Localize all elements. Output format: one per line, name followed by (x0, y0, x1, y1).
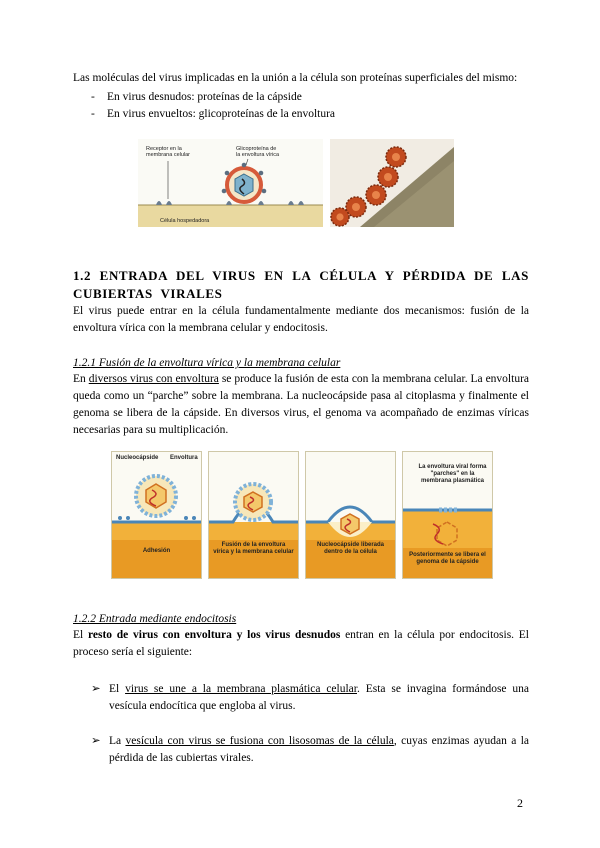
caption-fusion: Fusión de la envoltura vírica y la membrana celular (213, 542, 294, 555)
intro-paragraph: Las moléculas del virus implicadas en la unión a la célula son proteínas superficiales del mismo: (73, 72, 518, 84)
arrow-bullet-icon: ➢ (91, 683, 101, 695)
underlined-phrase: diversos virus con envoltura (88, 373, 219, 385)
panel-release (305, 451, 396, 579)
virus-attachment-figure (138, 139, 454, 227)
fusion-steps-figure (111, 451, 491, 577)
list-item: ➢ El virus se une a la membrana plasmática celular. Esta se invagina formándose una vesícula endocítica que engloba al virus. (91, 683, 529, 712)
attachment-diagram (138, 139, 323, 227)
endocytosis-paragraph: El resto de virus con envoltura y los virus desnudos entran en la célula por endocitosis. El proceso sería el siguiente: (73, 629, 529, 658)
list-item: ➢ La vesícula con virus se fusiona con lisosomas de la célula, cuyas enzimas ayudan a la pérdida de las cubiertas virales. (91, 735, 529, 764)
glycoprotein-label: Glicoproteína de (236, 146, 277, 152)
fusion-paragraph: En diversos virus con envoltura se produce la fusión de esta con la membrana celular. La envoltura queda como un “parche” sobre la membrana. La nucleocápside pasa al citoplasma y finalmente el genoma se libera de la cápside. En diversos virus, el genoma va acompañado de enzimas víricas necesarias para su multiplicación. (73, 373, 529, 436)
subsection-title-fusion: 1.2.1 Fusión de la envoltura vírica y la membrana celular (73, 357, 341, 369)
list-item: - En virus envueltos: glicoproteínas de la envoltura (91, 106, 529, 123)
receptor-label: Receptor en la (146, 146, 182, 152)
list-item: - En virus desnudos: proteínas de la cápside (91, 89, 529, 106)
svg-text:membrana celular: membrana celular (146, 152, 191, 158)
section-intro: El virus puede entrar en la célula fundamentalmente mediante dos mecanismos: fusión de la envoltura vírica con la membrana celular y endocitosis. (73, 305, 529, 334)
endocytosis-steps (73, 681, 529, 767)
caption-uncoating: Posteriormente se libera el genoma de la cápside (409, 552, 486, 565)
arrow-bullet-icon: ➢ (91, 735, 101, 747)
panel-fusion (208, 451, 299, 579)
micrograph-image (330, 139, 454, 227)
page-number: 2 (517, 796, 523, 810)
svg-text:la envoltura vírica: la envoltura vírica (236, 152, 280, 158)
caption-release: Nucleocápside liberada dentro de la célula (316, 542, 385, 555)
subsection-title-endocytosis: 1.2.2 Entrada mediante endocitosis (73, 613, 237, 625)
caption-adhesion: Adhesión (142, 548, 171, 554)
document-page (73, 70, 529, 785)
panel-adhesion: Nucleocápside Envoltura Adhesión (111, 451, 202, 579)
bold-phrase: resto de virus con envoltura y los virus desnudos (87, 629, 341, 641)
panel-uncoating: La envoltura viral forma "parches" en la membrana plasmática Posteriormente se libera el genoma de la cápside (402, 451, 493, 579)
section-title: 1.2 ENTRADA DEL VIRUS EN LA CÉLULA Y PÉRDIDA DE LAS CUBIERTAS VIRALES (73, 268, 529, 301)
host-cell-label: Célula hospedadora (160, 218, 210, 224)
virus-molecule-list (73, 89, 529, 123)
